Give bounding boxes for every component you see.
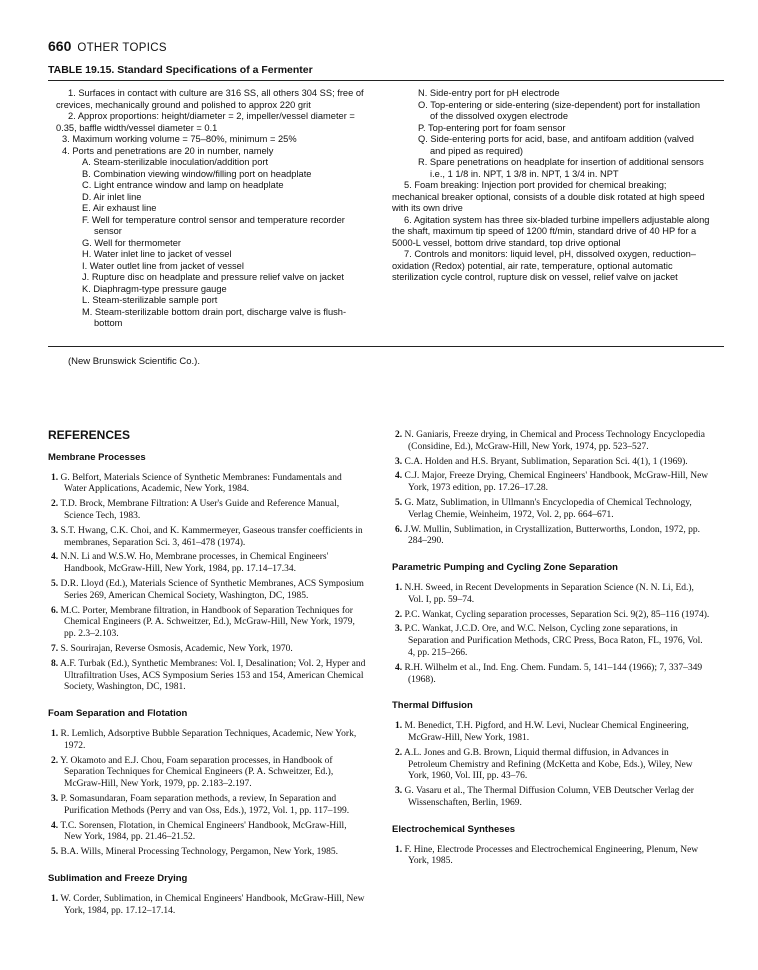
table-spec-line: G. Well for thermometer [82,237,182,248]
reference-number: 3. [51,525,59,536]
table-bottom-rule [48,346,724,347]
reference-item [392,721,710,745]
reference-item [48,894,366,918]
table-spec-line: M. Steam-sterilizable bottom drain port, discharge valve is flush-bottom [82,306,347,328]
reference-list [48,729,366,859]
table-spec-line: I. Water outlet line from jacket of vessel [82,260,244,271]
table-spec-line: 6. Agitation system has three six-bladed turbine impellers adjustable along the shaft, maximum tip speed of 1200 ft/min, standard drive of 40 HP for a 5000-L vessel, bottom drive standard, top drive optional [392,214,710,248]
reference-item [48,499,366,523]
reference-item [392,471,710,495]
reference-number: 7. [51,643,59,654]
reference-list [48,473,366,695]
reference-text: B.A. Wills, Mineral Processing Technology, Pergamon, New York, 1985. [60,847,339,858]
page-number: 660 [48,38,72,54]
reference-item [392,583,710,607]
reference-item [48,606,366,641]
reference-item [392,430,710,454]
reference-text: D.R. Lloyd (Ed.), Materials Science of Synthetic Membranes, ACS Symposium Series 269, American Chemical Society, Washington, DC, 1985. [60,578,364,601]
reference-number: 3. [395,786,403,797]
references-left-column [48,430,366,931]
reference-section-title: Membrane Processes [48,451,146,463]
reference-item [392,663,710,687]
reference-number: 1. [395,721,403,732]
table-spec-line: P. Top-entering port for foam sensor [418,122,566,133]
table-spec-line: Q. Side-entering ports for acid, base, and antifoam addition (valved and piped as required) [418,134,694,156]
reference-text: W. Corder, Sublimation, in Chemical Engineers' Handbook, McGraw-Hill, New York, 1984, pp. 17.12–17.14. [60,893,365,916]
reference-item [48,579,366,603]
reference-number: 1. [51,728,59,739]
table-spec-line: 3. Maximum working volume = 75–80%, minimum = 25% [62,134,297,144]
table-spec-line: 2. Approx proportions: height/diameter = 2, impeller/vessel diameter = 0.35, baffle width/vessel diameter = 0.1 [56,111,355,133]
reference-list [392,845,710,869]
reference-number: 4. [51,820,59,831]
table-spec-line: 5. Foam breaking: Injection port provided for chemical breaking; mechanical breaker optional, consists of a double disk rotated at high speed with its own drive [392,180,705,213]
reference-text: C.J. Major, Freeze Drying, Chemical Engineers' Handbook, McGraw-Hill, New York, 1973 edition, pp. 17.26–17.28. [404,471,709,494]
reference-number: 2. [51,755,59,766]
reference-section-title: Parametric Pumping and Cycling Zone Separation [392,562,618,574]
reference-item [48,729,366,753]
reference-section-title: Foam Separation and Flotation [48,708,188,720]
references-right-column [392,430,710,882]
reference-item [392,845,710,869]
reference-number: 1. [395,582,403,593]
reference-item [392,525,710,549]
table-spec-line: A. Steam-sterilizable inoculation/addition port [82,157,269,167]
reference-text: N. Ganiaris, Freeze drying, in Chemical and Process Technology Encyclopedia (Considine, Ed.), McGraw-Hill, New York, 1974, pp. 523–527. [404,430,705,452]
reference-item [48,526,366,550]
reference-number: 2. [395,430,403,440]
reference-text: Y. Okamoto and E.J. Chou, Foam separation processes, in Handbook of Separation Techniques for Chemical Engineers (P. A. Schweitzer, Ed.), McGraw-Hill, New York, 1979, pp. 2.183–2.197. [60,755,334,790]
table-spec-line: N. Side-entry port for pH electrode [418,88,560,98]
table-spec-line: H. Water inlet line to jacket of vessel [82,249,232,259]
reference-item [48,644,366,656]
reference-number: 3. [395,624,403,635]
reference-text: G. Belfort, Materials Science of Synthetic Membranes: Fundamentals and Water Applications, Academic, New York, 1984. [60,472,342,495]
reference-text: R. Lemlich, Adsorptive Bubble Separation Techniques, Academic, New York, 1972. [60,728,357,751]
table-spec-line: J. Rupture disc on headplate and pressure relief valve on jacket [82,272,345,282]
reference-item [48,821,366,845]
table-spec-line: C. Light entrance window and lamp on headplate [82,180,284,190]
reference-number: 2. [51,499,59,510]
table-title: TABLE 19.15. Standard Specifications of a Fermenter [48,64,313,76]
table-spec-line: 7. Controls and monitors: liquid level, pH, dissolved oxygen, reduction–oxidation (Redox) potential, air rate, temperature, optional automatic sterilization cycle control, rupture disk on vessel, relief valve on jacket [392,249,696,282]
reference-section-title: Sublimation and Freeze Drying [48,872,188,884]
reference-list [48,894,366,918]
reference-text: J.W. Mullin, Sublimation, in Crystallization, Butterworths, London, 1972, pp. 284–290. [404,524,700,547]
reference-text: P. Somasundaran, Foam separation methods, a review, In Separation and Purification Methods (Perry and van Oss, Eds.), 1972, Vol. 1, pp. 117–199. [60,793,350,816]
reference-text: R.H. Wilhelm et al., Ind. Eng. Chem. Fundam. 5, 141–144 (1966); 7, 337–349 (1968). [404,662,703,685]
table-spec-line: K. Diaphragm-type pressure gauge [82,283,227,294]
reference-text: M.C. Porter, Membrane filtration, in Handbook of Separation Techniques for Chemical Engineers (P. A. Schweitzer, Ed.), McGraw-Hill, New York, 1979, pp. 2.3–2.103. [60,605,355,640]
table-left-column [56,88,374,330]
reference-text: S. Sourirajan, Reverse Osmosis, Academic, New York, 1970. [60,643,293,654]
reference-number: 3. [51,793,59,804]
reference-text: A.L. Jones and G.B. Brown, Liquid thermal diffusion, in Advances in Petroleum Chemistry and Refining (McKetta and Kobe, Eds.), Wiley, New York, 1960, Vol. III, pp. 43–76. [403,747,693,782]
reference-list [392,430,710,548]
reference-item [392,498,710,522]
table-top-rule [48,80,724,81]
reference-text: C.A. Holden and H.S. Bryant, Sublimation, Separation Sci. 4(1), 1 (1969). [404,456,688,467]
reference-text: P.C. Wankat, Cycling separation processes, Separation Sci. 9(2), 85–116 (1974). [404,609,710,620]
reference-number: 6. [51,605,59,616]
reference-item [392,610,710,622]
reference-item [48,756,366,791]
reference-item [392,624,710,659]
reference-number: 4. [395,471,403,482]
reference-item [48,473,366,497]
reference-item [48,552,366,576]
table-spec-line: D. Air inlet line [82,191,142,202]
reference-number: 2. [395,747,403,758]
reference-list [392,721,710,810]
reference-text: S.T. Hwang, C.K. Choi, and K. Kammermeyer, Gaseous transfer coefficients in membranes, Separation Sci. 3, 461–478 (1974). [60,525,363,548]
reference-text: A.F. Turbak (Ed.), Synthetic Membranes: Vol. I, Desalination; Vol. 2, Hyper and Ultrafiltration Uses, ACS Symposium Series 153 and 154, American Chemical Society, Washington, DC, 1981. [59,658,366,693]
table-spec-line: 1. Surfaces in contact with culture are 316 SS, all others 304 SS; free of crevices, mechanically ground and polished to approx 220 grit [56,88,364,110]
reference-item [392,457,710,469]
reference-number: 6. [395,524,403,535]
reference-number: 1. [51,893,59,904]
table-source-note: (New Brunswick Scientific Co.). [68,356,200,367]
table-spec-line: R. Spare penetrations on headplate for insertion of additional sensors i.e., 1 1/8 in. NPT, 1 3/8 in. NPT, 1 3/4 in. NPT [418,157,704,179]
reference-number: 3. [395,456,403,467]
reference-text: N.N. Li and W.S.W. Ho, Membrane processes, in Chemical Engineers' Handbook, McGraw-Hill, New York, 1984, pp. 17.14–17.34. [60,552,329,575]
table-spec-line: F. Well for temperature control sensor and temperature recorder sensor [82,214,345,236]
reference-item [392,748,710,783]
running-header [48,38,167,56]
reference-number: 5. [395,497,403,508]
reference-text: G. Vasaru et al., The Thermal Diffusion Column, VEB Deutscher Verlag der Wissenschaften, Berlin, 1969. [404,786,694,808]
reference-text: M. Benedict, T.H. Pigford, and H.W. Levi, Nuclear Chemical Engineering, McGraw-Hill, New York, 1981. [404,721,689,743]
section-title: OTHER TOPICS [77,42,167,54]
reference-item [48,794,366,818]
table-spec-line: E. Air exhaust line [82,203,157,213]
table-spec-line: O. Top-entering or side-entering (size-dependent) port for installation of the dissolved oxygen electrode [418,99,700,121]
reference-list [392,583,710,686]
reference-number: 2. [395,609,403,620]
reference-number: 5. [51,847,59,858]
references-heading: REFERENCES [48,428,131,442]
reference-text: G. Matz, Sublimation, in Ullmann's Encyclopedia of Chemical Technology, Verlag Chemie, Weinheim, 1972, Vol. 2, pp. 664–671. [404,497,692,520]
table-right-column [392,88,710,284]
reference-number: 5. [51,578,59,589]
reference-number: 1. [51,472,59,483]
reference-number: 8. [51,658,59,669]
table-spec-line: 4. Ports and penetrations are 20 in number, namely [62,145,274,156]
reference-text: T.C. Sorensen, Flotation, in Chemical Engineers' Handbook, McGraw-Hill, New York, 1984, pp. 21.46–21.52. [60,820,347,843]
table-spec-line: L. Steam-sterilizable sample port [82,295,218,305]
reference-text: T.D. Brock, Membrane Filtration: A User's Guide and Reference Manual, Science Tech, 1983. [60,499,340,521]
reference-number: 1. [395,844,403,855]
reference-number: 4. [51,552,59,563]
reference-text: F. Hine, Electrode Processes and Electrochemical Engineering, Plenum, New York, 1985. [404,844,699,867]
table-spec-line: B. Combination viewing window/filling port on headplate [82,168,312,179]
reference-section-title: Thermal Diffusion [392,700,473,712]
reference-item [392,786,710,810]
reference-number: 4. [395,662,403,673]
reference-item [48,659,366,694]
reference-text: N.H. Sweed, in Recent Developments in Separation Science (N. N. Li, Ed.), Vol. I, pp. 59–74. [404,582,694,605]
reference-text: P.C. Wankat, J.C.D. Ore, and W.C. Nelson, Cycling zone separations, in Separation and Purification Methods, CRC Press, Boca Raton, FL, 1976, Vol. 4, pp. 215–266. [404,624,703,658]
reference-item [48,847,366,859]
reference-section-title: Electrochemical Syntheses [392,823,516,835]
